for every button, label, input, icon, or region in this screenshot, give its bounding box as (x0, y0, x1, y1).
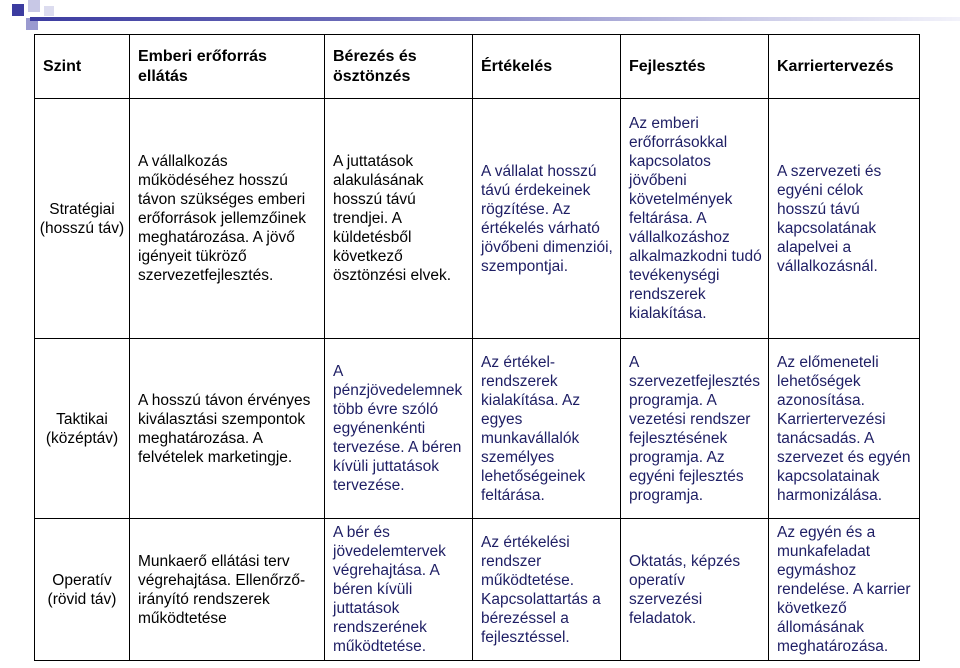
decor-square (28, 0, 40, 12)
header-career: Karriertervezés (769, 35, 920, 99)
table-cell: Az emberi erőforrásokkal kapcsolatos jövőbeni követelmények feltárása. A vállalkozáshoz alkalmazkodni tudó tevékenységi rendszerek kialakítása. (621, 99, 769, 339)
table-cell: A szervezeti és egyéni célok hosszú távú kapcsolatának alapelvei a vállalkozásnál. (769, 99, 920, 339)
level-label: Operatív (rövid táv) (35, 519, 130, 661)
table-cell: Az előmeneteli lehetőségek azonosítása. Karriertervezési tanácsadás. A szervezet és egyén kapcsolatainak harmonizálása. (769, 339, 920, 519)
decor-square (44, 6, 54, 16)
header-staffing: Emberi erőforrás ellátás (130, 35, 325, 99)
table-cell: A bér és jövedelemtervek végrehajtása. A béren kívüli juttatások rendszerének működtetése. (325, 519, 473, 661)
decor-bar (30, 17, 960, 21)
table-cell: Az értékel-rendszerek kialakítása. Az egyes munkavállalók személyes lehetőségeinek feltárása. (473, 339, 621, 519)
header-row (35, 35, 920, 99)
header-evaluation: Értékelés (473, 35, 621, 99)
table-cell: A hosszú távon érvényes kiválasztási szempontok meghatározása. A felvételek marketingje. (130, 339, 325, 519)
table-cell: Munkaerő ellátási terv végrehajtása. Ellenőrző-irányító rendszerek működtetése (130, 519, 325, 661)
table-cell: A vállalkozás működéséhez hosszú távon szükséges emberi erőforrások jellemzőinek meghatározása. A jövő igényeit tükröző szervezetfejlesztés. (130, 99, 325, 339)
level-label: Stratégiai (hosszú táv) (35, 99, 130, 339)
header-development: Fejlesztés (621, 35, 769, 99)
header-level: Szint (35, 35, 130, 99)
level-label: Taktikai (középtáv) (35, 339, 130, 519)
table-cell: A juttatások alakulásának hosszú távú trendjei. A küldetésből következő ösztönzési elvek. (325, 99, 473, 339)
table-cell: Az értékelési rendszer működtetése. Kapcsolattartás a bérezéssel a fejlesztéssel. (473, 519, 621, 661)
table-cell: A vállalat hosszú távú érdekeinek rögzítése. Az értékelés várható jövőbeni dimenziói, szempontjai. (473, 99, 621, 339)
table-cell: A pénzjövedelemnek több évre szóló egyénenkénti tervezése. A béren kívüli juttatások tervezése. (325, 339, 473, 519)
hr-planning-table (34, 34, 920, 661)
table-cell: Oktatás, képzés operatív szervezési feladatok. (621, 519, 769, 661)
table-row-strategic (35, 99, 920, 339)
table-cell: Az egyén és a munkafeladat egymáshoz rendelése. A karrier következő állomásának meghatározása. (769, 519, 920, 661)
decor-square (12, 4, 24, 16)
header-compensation: Bérezés és ösztönzés (325, 35, 473, 99)
table-row-operational (35, 519, 920, 661)
table-row-tactical (35, 339, 920, 519)
table-cell: A szervezetfejlesztés programja. A vezetési rendszer fejlesztésének programja. Az egyéni fejlesztés programja. (621, 339, 769, 519)
